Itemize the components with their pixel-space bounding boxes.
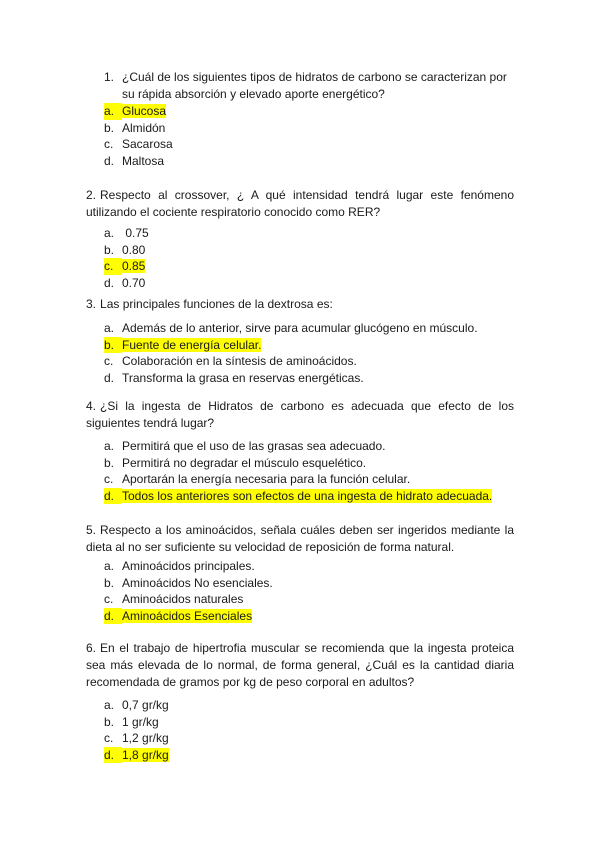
question-text: ¿Cuál de los siguientes tipos de hidratos de carbono se caracterizan por su rápida absorción y elevado aporte energético? (122, 70, 507, 101)
option-letter: a. (104, 439, 115, 453)
option-4c (104, 471, 524, 488)
question-3 (86, 296, 514, 313)
options-1 (104, 103, 524, 169)
question-number: 6. (86, 641, 97, 655)
option-2b (104, 242, 524, 259)
option-text: Transforma la grasa en reservas energéticas. (122, 370, 364, 385)
question-4 (86, 398, 514, 432)
option-letter: c. (104, 592, 114, 607)
option-4b (104, 455, 524, 472)
options-5 (104, 558, 524, 624)
question-5 (86, 522, 514, 556)
question-number: 2. (86, 188, 97, 202)
option-text-correct: 1,8 gr/kg (122, 747, 169, 762)
question-text: Respecto al crossover, ¿ A qué intensidad tendrá lugar este fenómeno utilizando el cociente respiratorio conocido como RER? (86, 188, 514, 219)
option-letter: b. (104, 337, 122, 354)
option-5a (104, 558, 524, 575)
question-text: Las principales funciones de la dextrosa es: (100, 297, 333, 311)
option-text: Aminoácidos naturales (122, 592, 244, 607)
option-text: Sacarosa (122, 137, 173, 152)
option-text-correct: Todos los anteriores son efectos de una ingesta de hidrato adecuada. (122, 488, 493, 503)
option-text: Maltosa (122, 153, 165, 168)
option-letter: b. (104, 242, 115, 257)
option-letter: b. (104, 575, 115, 590)
option-4d (104, 488, 524, 505)
option-3c (104, 353, 524, 370)
option-letter: d. (104, 370, 115, 385)
option-letter: b. (104, 455, 115, 470)
question-number: 3. (86, 297, 97, 311)
option-letter: d. (104, 153, 115, 168)
option-letter: a. (104, 226, 115, 240)
option-text: 1,2 gr/kg (122, 731, 169, 746)
option-letter: c. (104, 731, 114, 746)
option-text: Además de lo anterior, sirve para acumular glucógeno en músculo. (122, 321, 478, 335)
option-letter: a. (104, 559, 115, 573)
option-1a (104, 103, 524, 120)
option-letter: d. (104, 275, 115, 290)
option-text: 0,7 gr/kg (122, 698, 169, 712)
option-text-correct: Fuente de energía celular. (122, 337, 262, 352)
option-letter: c. (104, 472, 114, 487)
option-1d (104, 153, 524, 170)
option-text: Aminoácidos No esenciales. (122, 575, 273, 590)
option-letter: a. (104, 698, 115, 712)
question-text: ¿Si la ingesta de Hidratos de carbono es adecuada que efecto de los siguientes tendrá lugar? (86, 399, 514, 430)
options-3 (104, 320, 524, 386)
option-5c (104, 591, 524, 608)
option-6b (104, 714, 524, 731)
option-text: 1 gr/kg (122, 714, 159, 729)
option-letter: c. (104, 354, 114, 369)
question-number: 4. (86, 399, 97, 413)
question-number: 1. (104, 70, 115, 84)
question-1 (104, 69, 516, 103)
option-letter: b. (104, 714, 115, 729)
options-4 (104, 438, 524, 504)
option-6d (104, 747, 524, 764)
option-2c (104, 258, 524, 275)
options-2 (104, 225, 524, 291)
option-text: 0.70 (122, 275, 146, 290)
options-6 (104, 697, 524, 763)
option-text: Colaboración en la síntesis de aminoácidos. (122, 354, 357, 369)
option-letter: d. (104, 747, 122, 764)
option-3a (104, 320, 524, 337)
option-letter: c. (104, 137, 114, 152)
option-text: Almidón (122, 120, 166, 135)
option-text-correct: Glucosa (122, 104, 167, 118)
option-letter: d. (104, 488, 122, 505)
option-letter: a. (104, 321, 115, 335)
option-6c (104, 730, 524, 747)
option-text: Permitirá que el uso de las grasas sea adecuado. (122, 439, 386, 453)
option-5d (104, 608, 524, 625)
option-text: 0.80 (122, 242, 146, 257)
option-text: Permitirá no degradar el músculo esquelético. (122, 455, 367, 470)
question-text: Respecto a los aminoácidos, señala cuáles deben ser ingeridos mediante la dieta al no ser suficiente su velocidad de reposición de forma natural. (86, 523, 514, 554)
option-text: Aminoácidos principales. (122, 559, 255, 573)
question-text: En el trabajo de hipertrofia muscular se recomienda que la ingesta proteica sea más elevada de lo normal, de forma general, ¿Cuál es la cantidad diaria recomendada de gramos por kg de peso corporal en adultos? (86, 641, 514, 689)
option-1b (104, 120, 524, 137)
option-text-correct: 0.85 (122, 259, 146, 274)
option-2a (104, 225, 524, 242)
option-text: Aportarán la energía necesaria para la función celular. (122, 472, 411, 487)
option-letter: b. (104, 120, 115, 135)
option-1c (104, 136, 524, 153)
option-4a (104, 438, 524, 455)
question-2 (86, 187, 514, 221)
option-letter: c. (104, 258, 122, 275)
option-6a (104, 697, 524, 714)
option-5b (104, 575, 524, 592)
question-6 (86, 640, 514, 691)
option-letter: a. (104, 103, 122, 120)
option-letter: d. (104, 608, 122, 625)
option-text: 0.75 (122, 226, 149, 240)
option-3b (104, 337, 524, 354)
option-text-correct: Aminoácidos Esenciales (122, 608, 253, 623)
option-3d (104, 370, 524, 387)
question-number: 5. (86, 523, 97, 537)
option-2d (104, 275, 524, 292)
